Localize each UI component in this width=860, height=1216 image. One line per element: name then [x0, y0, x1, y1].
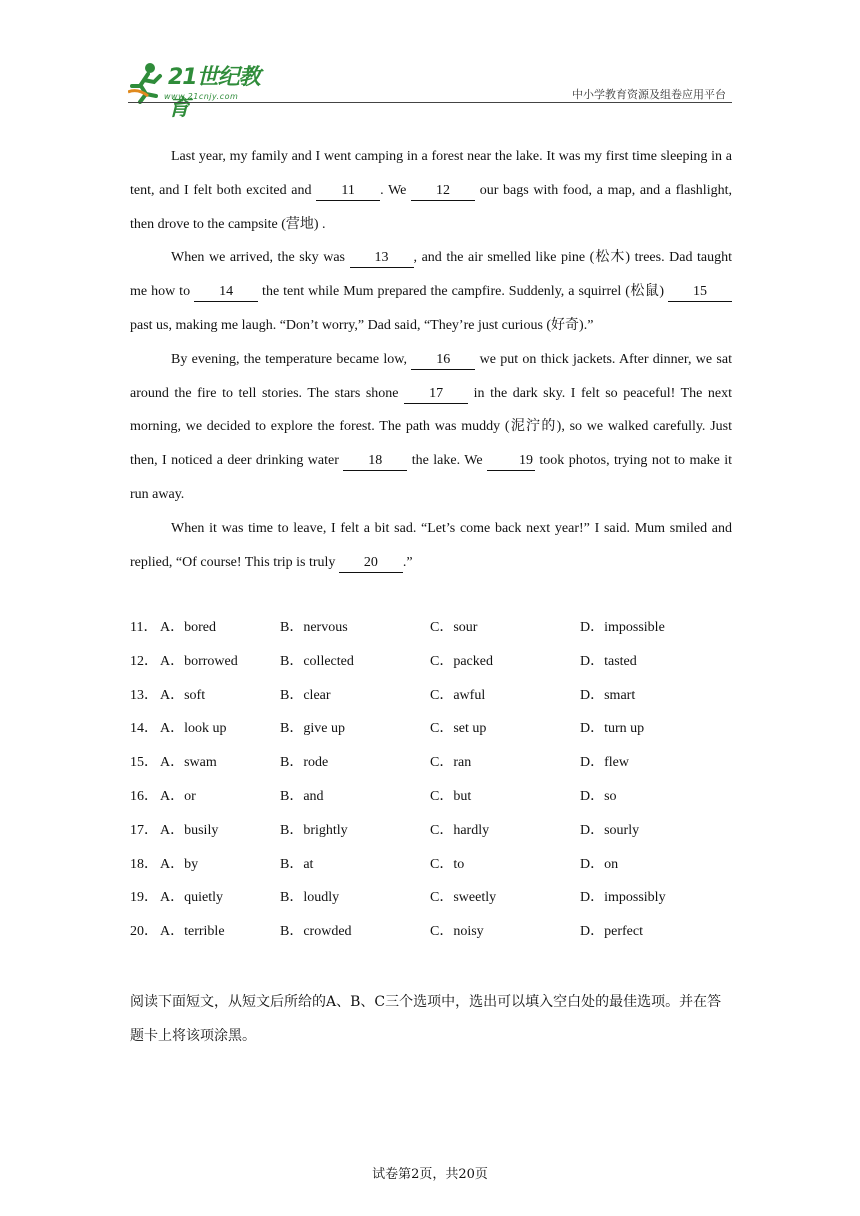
header-divider [128, 102, 732, 103]
option-a: A．swam [160, 755, 217, 771]
blank-14: 14 [194, 283, 258, 302]
option-b: B．and [280, 788, 324, 804]
question-number: 16． [130, 788, 158, 804]
option-a: A．soft [160, 687, 206, 703]
passage-text: . We [380, 182, 412, 198]
option-d: D．smart [580, 687, 636, 703]
option-b: B．clear [280, 687, 331, 703]
option-b: B．nervous [280, 620, 348, 635]
option-c: C．noisy [430, 924, 484, 940]
blank-12: 12 [411, 182, 475, 201]
option-row-13 [130, 679, 750, 713]
question-number: 14． [130, 721, 158, 737]
passage-text: By evening, the temperature became low, [171, 351, 412, 367]
option-b: B．collected [280, 653, 354, 669]
option-c: C．ran [430, 755, 472, 771]
passage-text: When we arrived, the sky was [171, 250, 350, 266]
option-b: B．give up [280, 721, 345, 737]
passage-text: took photos, trying not to make it run away. [130, 453, 733, 502]
passage-text: we put on thick jackets. After dinner, we sat around the fire to tell stories. The stars shone [130, 351, 732, 401]
page-header [128, 58, 732, 121]
option-d: D．so [580, 788, 617, 804]
option-d: D．flew [580, 755, 629, 771]
option-a: A．by [160, 856, 199, 872]
blank-16: 16 [411, 351, 475, 370]
paragraph-4 [130, 512, 732, 580]
option-d: D．on [580, 856, 619, 872]
passage-text: our bags with food, a map, and a flashlight, then drove to the campsite (营地) . [130, 182, 732, 232]
question-number: 17． [130, 822, 158, 838]
reading-passage [130, 140, 732, 579]
option-row-14 [130, 712, 750, 746]
option-c: C．but [430, 788, 472, 804]
question-number: 20． [130, 924, 158, 940]
logo [128, 62, 278, 121]
option-a: A．busily [160, 822, 219, 838]
blank-15: 15 [668, 283, 732, 302]
option-d: D．impossible [580, 620, 665, 635]
blank-17: 17 [404, 385, 468, 404]
option-a: A．borrowed [160, 653, 238, 669]
option-a: A．look up [160, 721, 227, 737]
option-row-20 [130, 915, 750, 949]
option-a: A．quietly [160, 890, 223, 906]
option-a: A．bored [160, 620, 216, 635]
option-b: B．rode [280, 755, 329, 771]
option-row-17 [130, 814, 750, 848]
option-d: D．impossibly [580, 890, 666, 906]
option-b: B．brightly [280, 822, 348, 838]
option-row-12 [130, 645, 750, 679]
option-b: B．crowded [280, 924, 352, 940]
question-number: 19． [130, 890, 158, 906]
option-c: C．sweetly [430, 890, 497, 906]
passage-text: the lake. We [407, 453, 487, 469]
passage-text: Last year, my family and I went camping in a forest near the lake. It was my first time sleeping in a tent, and I felt both excited and [130, 149, 732, 198]
page-footer: 试卷第2页，共20页 [372, 1167, 488, 1182]
option-b: B．at [280, 856, 314, 872]
option-b: B．loudly [280, 890, 340, 906]
paragraph-3 [130, 343, 732, 512]
option-c: C．packed [430, 653, 493, 669]
option-d: D．tasted [580, 653, 637, 669]
option-c: C．awful [430, 687, 486, 703]
paragraph-2 [130, 241, 732, 342]
blank-19: 19 [487, 452, 535, 471]
runner-icon [128, 62, 168, 104]
question-number: 15． [130, 755, 158, 771]
option-a: A．terrible [160, 924, 225, 940]
option-d: D．turn up [580, 721, 645, 737]
options-list [130, 611, 750, 949]
logo-url: www.21cnjy.com [164, 92, 239, 101]
option-c: C．set up [430, 721, 487, 737]
option-row-18 [130, 848, 750, 882]
passage-text: the tent while Mum prepared the campfire. Suddenly, a squirrel (松鼠) [258, 284, 668, 300]
blank-20: 20 [339, 554, 403, 573]
option-d: D．sourly [580, 822, 640, 838]
option-row-19 [130, 881, 750, 915]
blank-11: 11 [316, 182, 380, 201]
option-a: A．or [160, 788, 196, 804]
option-d: D．perfect [580, 924, 643, 940]
question-number: 13． [130, 687, 158, 703]
option-row-15 [130, 746, 750, 780]
question-number: 12． [130, 653, 158, 669]
question-number: 11． [130, 620, 158, 635]
passage-text: in the dark sky. I felt so peaceful! The next morning, we decided to explore the forest. The path was muddy (泥泞的), so we walked carefully. Just then, I noticed a deer drinking water [130, 385, 732, 469]
question-number: 18． [130, 856, 158, 872]
passage-text: , and the air smelled like pine (松木) trees. Dad taught me how to [130, 250, 732, 300]
section-instruction: 阅读下面短文，从短文后所给的A、B、C三个选项中，选出可以填入空白处的最佳选项。并在答题卡上将该项涂黑。 [130, 994, 722, 1044]
option-c: C．sour [430, 620, 478, 635]
paragraph-1 [130, 140, 732, 241]
passage-text: past us, making me laugh. “Don’t worry,” Dad said, “They’re just curious (好奇).” [130, 317, 594, 333]
passage-text: .” [402, 554, 413, 570]
option-c: C．hardly [430, 822, 490, 838]
option-c: C．to [430, 856, 465, 872]
header-platform-text: 中小学教育资源及组卷应用平台 [572, 88, 726, 101]
blank-18: 18 [343, 452, 407, 471]
option-row-11 [130, 611, 750, 645]
option-row-16 [130, 780, 750, 814]
logo-text: 21世纪教育 [168, 65, 260, 121]
blank-13: 13 [350, 249, 414, 268]
passage-text: When it was time to leave, I felt a bit sad. “Let’s come back next year!” I said. Mum smiled and replied, “Of course! This trip is truly [130, 520, 732, 570]
